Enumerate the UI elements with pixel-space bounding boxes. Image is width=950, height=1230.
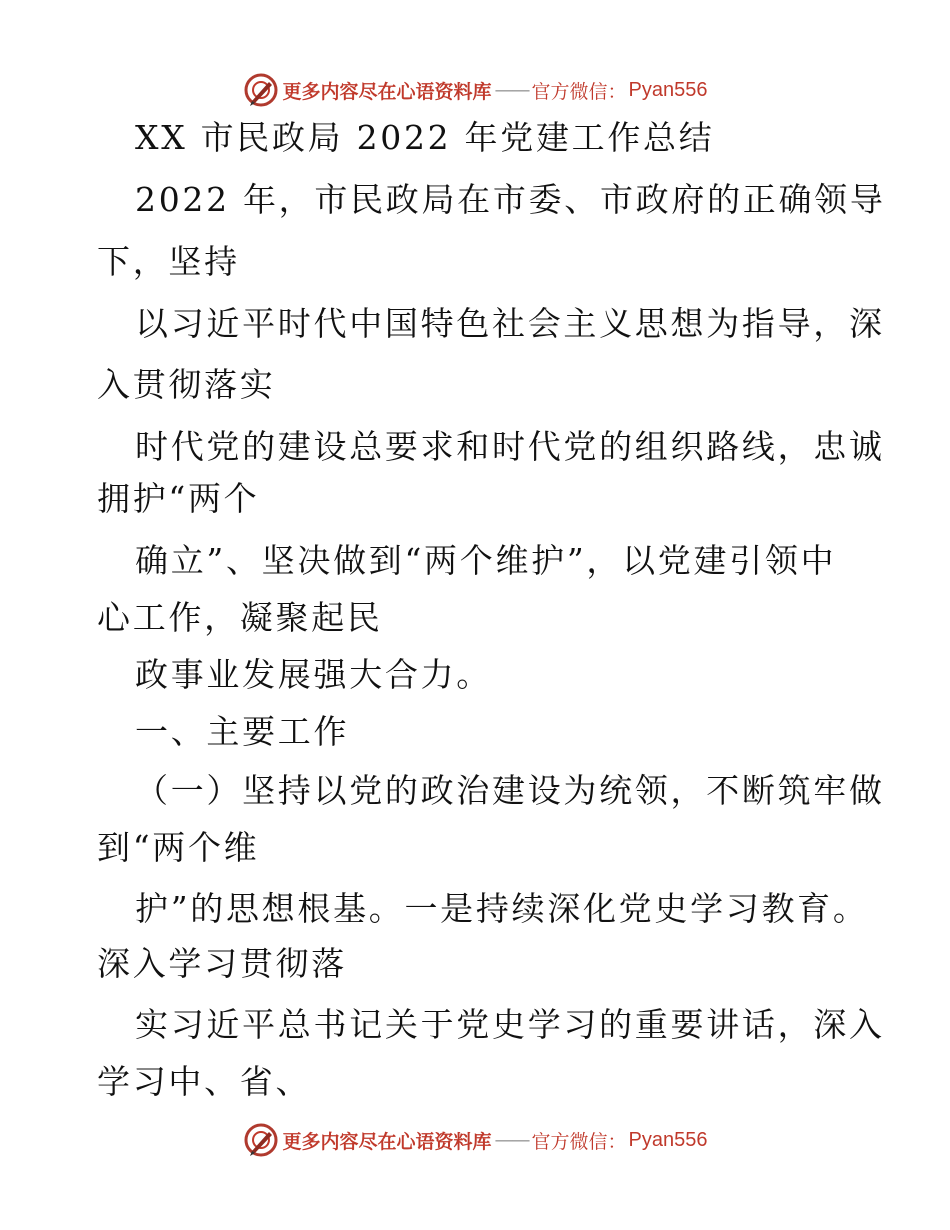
- banner-wechat-id: Pyan556: [628, 1128, 708, 1151]
- document-line: 2022 年，市民政局在市委、市政府的正确领导: [135, 180, 886, 219]
- banner-wechat-id: Pyan556: [628, 78, 708, 101]
- banner-official-label: 官方微信：: [531, 1130, 627, 1153]
- document-line: 下，坚持: [97, 242, 240, 281]
- document-line: 政事业发展强大合力。: [135, 655, 492, 694]
- document-line: 学习中、省、: [97, 1062, 312, 1101]
- banner-dash: ——: [494, 1129, 529, 1151]
- document-line: 实习近平总书记关于党史学习的重要讲话，深入: [135, 1005, 885, 1044]
- pen-logo-icon: [243, 1122, 279, 1158]
- banner-dash: ——: [494, 79, 529, 101]
- footer-watermark-banner: [0, 1120, 950, 1160]
- subsection-heading: （一）坚持以党的政治建设为统领，不断筑牢做: [135, 771, 885, 810]
- document-line: 拥护“两个: [97, 479, 260, 518]
- document-line: 时代党的建设总要求和时代党的组织路线，忠诚: [135, 427, 885, 466]
- banner-promo-text: 更多内容尽在心语资料库: [282, 1130, 492, 1153]
- document-line: 入贯彻落实: [97, 365, 276, 404]
- section-heading: 一、主要工作: [135, 712, 350, 751]
- document-line: 深入学习贯彻落: [97, 944, 347, 983]
- document-line: 护”的思想根基。一是持续深化党史学习教育。: [135, 889, 869, 928]
- banner-promo-text: 更多内容尽在心语资料库: [282, 80, 492, 103]
- document-title: XX 市民政局 2022 年党建工作总结: [135, 118, 715, 157]
- banner-official-label: 官方微信：: [531, 80, 627, 103]
- pen-logo-icon: [243, 72, 279, 108]
- document-line: 以习近平时代中国特色社会主义思想为指导，深: [135, 304, 885, 343]
- header-watermark-banner: [0, 70, 950, 110]
- document-line: 到“两个维: [97, 828, 260, 867]
- document-line: 确立”、坚决做到“两个维护”，以党建引领中: [135, 541, 837, 580]
- document-line: 心工作，凝聚起民: [97, 598, 383, 637]
